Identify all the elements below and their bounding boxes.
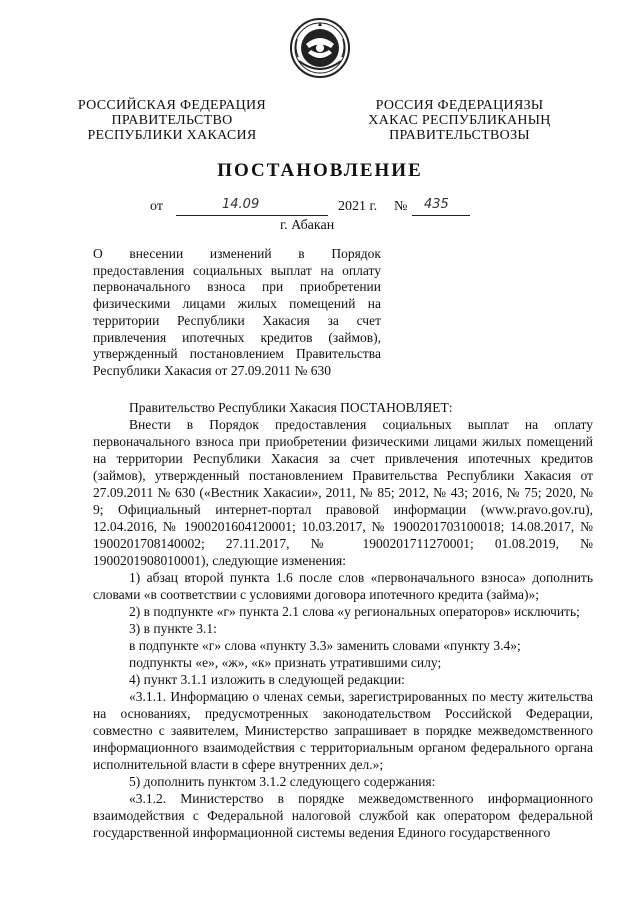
body-paragraph: 1) абзац второй пункта 1.6 после слов «первоначального взноса» дополнить словами «в соответствии с условиями договора ипотечного кредита (займа)»; [93,570,593,602]
header-right-line: РОССИЯ ФЕДЕРАЦИЯЗЫ [375,98,544,113]
document-title: ПОСТАНОВЛЕНИЕ [217,160,423,181]
body-paragraph: 2) в подпункте «г» пункта 2.1 слова «у региональных операторов» исключить; [129,604,580,619]
body-paragraph: «3.1.1. Информацию о членах семьи, зарегистрированных по месту жительства на основаниях, предусмотренных законодательством Российской Федерации, совместно с заявителем, Министерство запрашивает в порядке межведомственного информационного взаимодействия с территориальным органом федерального органа исполнительной власти в сфере внутренних дел.»; [93,689,593,772]
subject-line: территории Республики Хакасия за счет [93,312,381,328]
header-right-line: ПРАВИТЕЛЬСТВОЗЫ [389,128,530,143]
subject-line: предоставления социальных выплат на оплату [93,262,381,278]
body-paragraph: в подпункте «г» слова «пункту 3.3» заменить словами «пункту 3.4»; [129,638,521,653]
date-year: 2021 г. [338,199,378,214]
header-left-line: РОССИЙСКАЯ ФЕДЕРАЦИЯ [77,98,267,113]
subject-line: физическими лицами жилых помещений на [93,296,381,312]
body-paragraph: Внести в Порядок предоставления социальных выплат на оплату первоначального взноса при приобретении физическими лицами жилых помещений на территории Республики Хакасия за счет привлечения ипотечных кредитов (займов), утвержденный постановлением Правительства Республики Хакасия от 27.09.2011 № 630 («Вестник Хакасии», 2011, № 85; 2012, № 43; 2016, № 75; 2020, № 9; Официальный интернет-портал правовой информации (www.pravo.gov.ru), 12.04.2016, № 1900201604120001; 10.03.2017, № 1900201703100018; 14.08.2017, № 1900201708140002; 27.11.2017, № 1900201711270001; 01.08.2019, № 1900201908010001), следующие изменения: [93,417,593,568]
header-right [352,98,567,143]
header-left-line: ПРАВИТЕЛЬСТВО [111,113,233,128]
date-handwritten: 14.09 [222,197,260,212]
body-paragraph: подпункты «е», «ж», «к» признать утратившими силу; [129,655,442,670]
header-right-line: ХАКАС РЕСПУБЛИКАНЫҢ [368,113,551,128]
header-left-line: РЕСПУБЛИКИ ХАКАСИЯ [87,128,257,143]
body-paragraph: 3) в пункте 3.1: [129,621,217,636]
document-body [93,399,593,841]
number-sign: № [394,199,408,214]
body-paragraph: «3.1.2. Министерство в порядке межведомственного информационного взаимодействия с Федеральной налоговой службой как оператором федеральной государственной информационной системы ведения Единого государственного [93,791,593,840]
subject-block [93,246,381,380]
number-handwritten: 435 [424,197,449,212]
body-paragraph: 5) дополнить пунктом 3.1.2 следующего содержания: [129,774,436,789]
subject-line: привлечения ипотечных кредитов (займов), [93,329,381,345]
subject-line: первоначального взноса при приобретении [93,279,381,295]
subject-line: О внесении изменений в Порядок [93,246,381,261]
body-paragraph: 4) пункт 3.1.1 изложить в следующей редакции: [129,672,405,687]
date-line [150,199,480,219]
date-prefix: от [150,199,163,214]
body-paragraph: Правительство Республики Хакасия ПОСТАНОВЛЯЕТ: [129,400,453,415]
city: г. Абакан [280,218,335,233]
subject-line: Республики Хакасия от 27.09.2011 № 630 [93,362,331,378]
coat-of-arms-icon [289,17,351,79]
header-left [72,98,272,143]
subject-line: утвержденный постановлением Правительства [93,346,381,362]
